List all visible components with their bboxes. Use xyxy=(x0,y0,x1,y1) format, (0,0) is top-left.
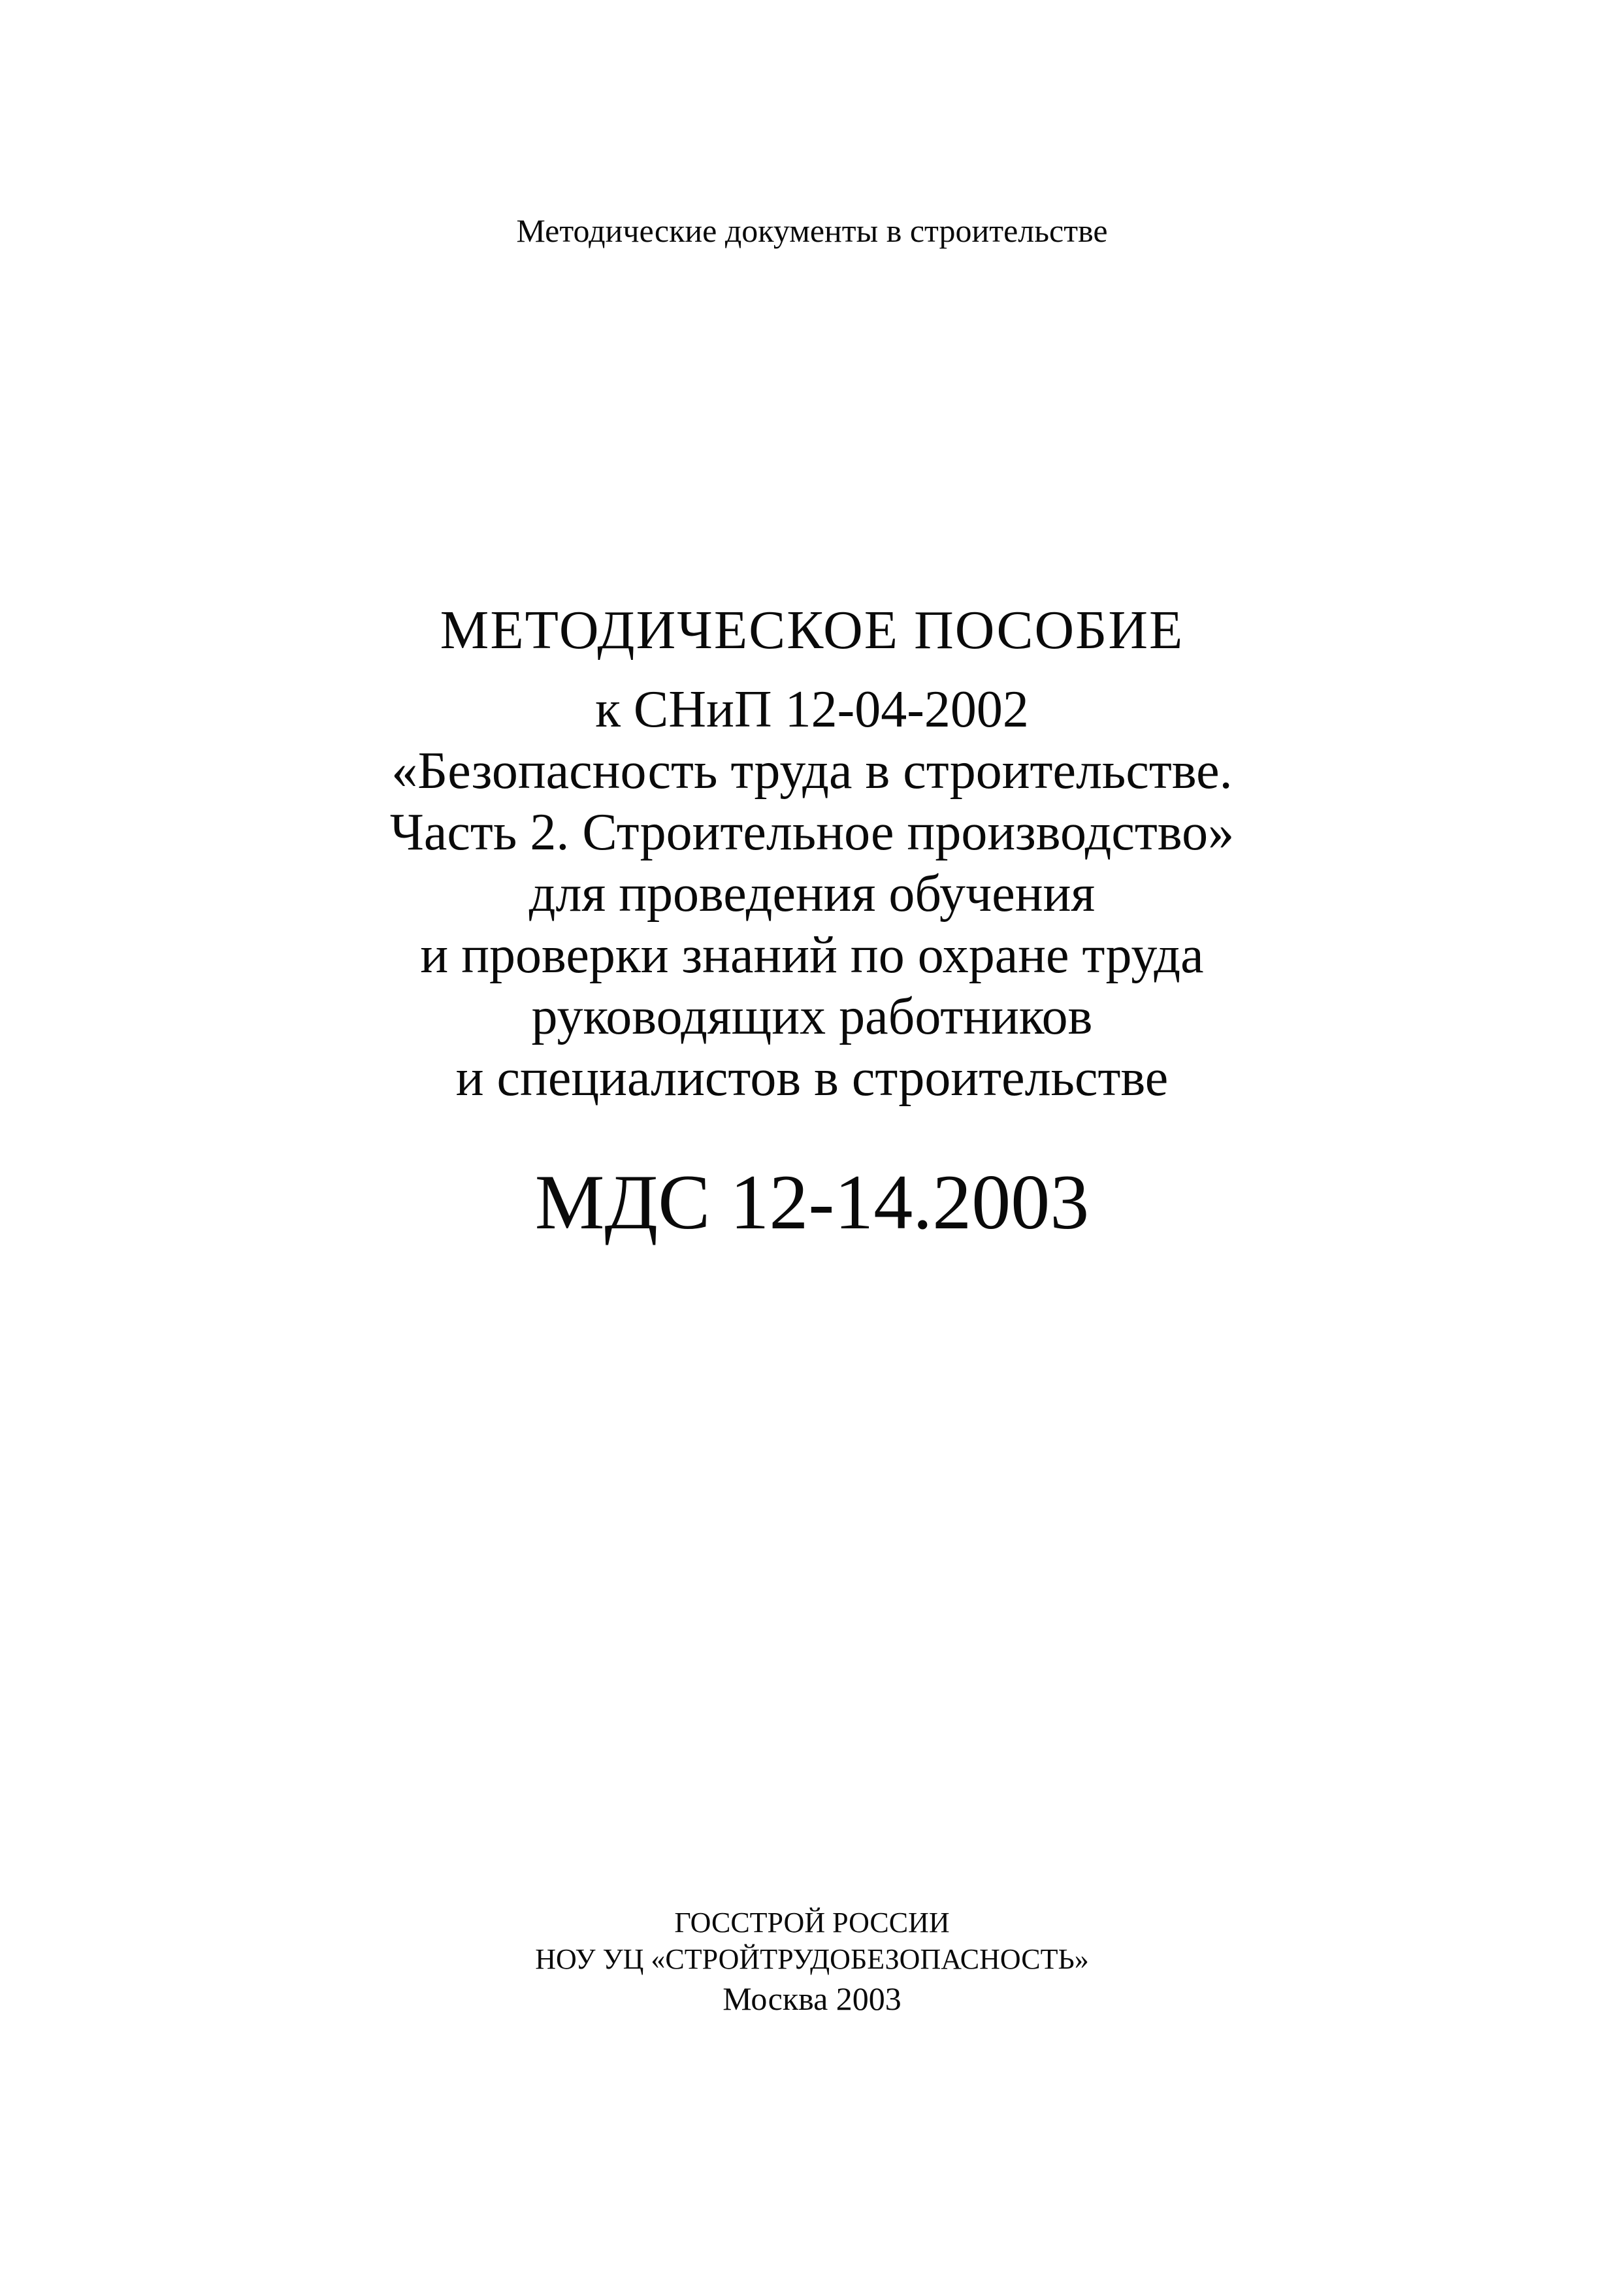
subtitle-line: руководящих работников xyxy=(531,988,1093,1045)
publisher-training-center: НОУ УЦ «СТРОЙТРУДОБЕЗОПАСНОСТЬ» xyxy=(535,1943,1089,1975)
document-subtitle xyxy=(0,679,1624,1109)
subtitle-line: для проведения обучения xyxy=(528,865,1096,923)
document-title: МЕТОДИЧЕСКОЕ ПОСОБИЕ xyxy=(440,600,1184,661)
series-heading: Методические документы в строительстве xyxy=(516,212,1108,249)
subtitle-line: «Безопасность труда в строительстве. xyxy=(391,742,1233,800)
subtitle-line: и специалистов в строительстве xyxy=(455,1049,1169,1107)
subtitle-line: и проверки знаний по охране труда xyxy=(420,926,1204,984)
publication-place-year: Москва 2003 xyxy=(723,1980,901,2017)
publisher-organization: ГОССТРОЙ РОССИИ xyxy=(674,1907,950,1939)
document-code: МДС 12-14.2003 xyxy=(534,1158,1090,1245)
publisher-block xyxy=(0,1905,1624,2020)
subtitle-line: к СНиП 12-04-2002 xyxy=(595,681,1029,738)
subtitle-line: Часть 2. Строительное производство» xyxy=(389,804,1235,861)
title-block xyxy=(0,591,1624,1109)
